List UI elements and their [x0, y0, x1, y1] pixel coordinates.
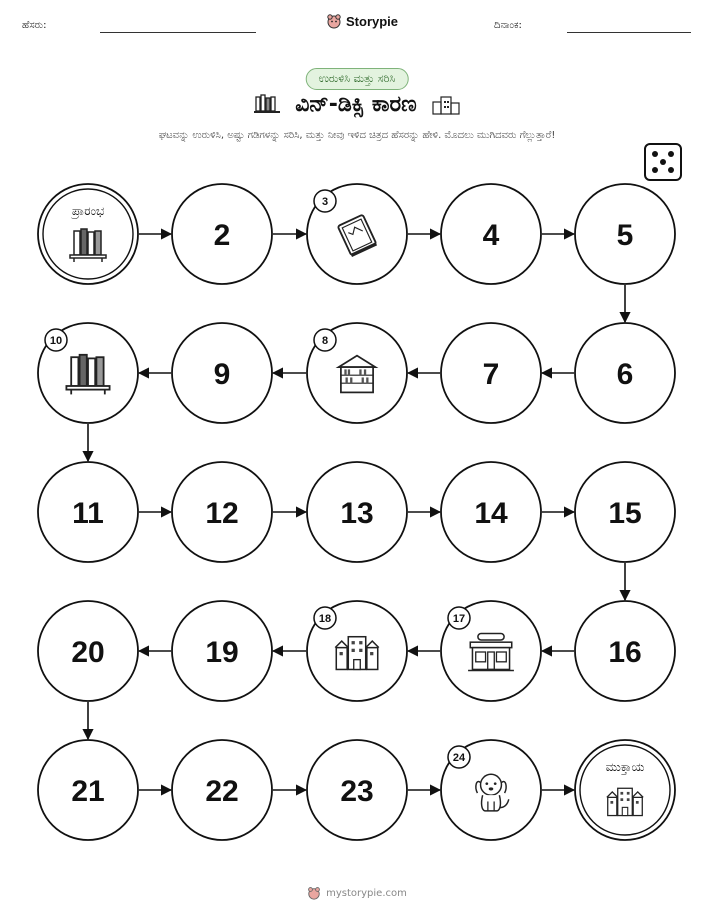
board-space-1[interactable]: [38, 184, 138, 284]
bookshelf-icon: [70, 229, 106, 262]
bookshelf-icon: [66, 355, 109, 395]
board-space-16[interactable]: [575, 601, 675, 701]
board-space-6[interactable]: [575, 323, 675, 423]
space-number: 20: [71, 636, 105, 669]
space-number: 7: [482, 358, 500, 391]
space-number-badge: 8: [321, 335, 329, 347]
game-type-badge: ಉರುಳಿಸಿ ಮತ್ತು ಸರಿಸಿ: [306, 68, 409, 90]
space-number: 22: [205, 775, 239, 808]
board-space-13[interactable]: [307, 462, 407, 562]
name-label: ಹೆಸರು:: [22, 20, 47, 31]
space-number: 5: [616, 219, 634, 252]
space-number-badge: 3: [321, 196, 329, 208]
space-number: 15: [608, 497, 642, 530]
space-number: 19: [205, 636, 239, 669]
board-space-15[interactable]: [575, 462, 675, 562]
instructions: ಘಟವನ್ನು ಉರುಳಿಸಿ, ಅಷ್ಟು ಗಡಿಗಳನ್ನು ಸರಿಸಿ, ಮತ್ತು ನೀವು ಇಳಿದ ಚಿತ್ರದ ಹೆಸರನ್ನು ಹೇಳಿ. ಮೊದಲು ಮುಗಿದವರು ಗೆಲ್ಲುತ್ತಾರೆ!: [158, 130, 556, 141]
space-number: 11: [72, 497, 104, 530]
board-space-5[interactable]: [575, 184, 675, 284]
space-number: 4: [482, 219, 500, 252]
board-space-9[interactable]: [172, 323, 272, 423]
board-space-22[interactable]: [172, 740, 272, 840]
space-number-badge: 24: [452, 752, 466, 764]
town-icon: [335, 637, 379, 670]
board-space-12[interactable]: [172, 462, 272, 562]
board-space-2[interactable]: [172, 184, 272, 284]
board-space-11[interactable]: [38, 462, 138, 562]
board-space-3[interactable]: [307, 184, 407, 284]
board-space-17[interactable]: [441, 601, 541, 701]
space-number: 9: [213, 358, 231, 391]
board-space-10[interactable]: [38, 323, 138, 423]
space-number: 13: [340, 497, 374, 530]
finish-label: ಮುಕ್ತಾಯ: [605, 760, 645, 774]
board-space-7[interactable]: [441, 323, 541, 423]
space-number-badge: 17: [452, 613, 466, 625]
space-number: 6: [616, 358, 634, 391]
space-number: 16: [608, 636, 642, 669]
board-space-25[interactable]: [575, 740, 675, 840]
space-number-badge: 18: [318, 613, 332, 625]
brand-name: Storypie: [346, 13, 399, 29]
title-text: ವಿನ್-ಡಿಕ್ಸಿ ಕಾರಣ: [295, 92, 417, 117]
footer-url[interactable]: mystorypie.com: [326, 887, 407, 899]
space-number-badge: 10: [49, 335, 63, 347]
board-space-21[interactable]: [38, 740, 138, 840]
space-number: 23: [340, 775, 374, 808]
board-space-24[interactable]: [441, 740, 541, 840]
board-space-19[interactable]: [172, 601, 272, 701]
date-label: ದಿನಾಂಕ:: [494, 20, 522, 31]
start-label: ಪ್ರಾರಂಭ: [71, 204, 105, 218]
space-number: 21: [71, 775, 105, 808]
space-number: 14: [474, 497, 508, 530]
board-space-8[interactable]: [307, 323, 407, 423]
storypie-mascot-icon: [307, 886, 321, 900]
board-space-20[interactable]: [38, 601, 138, 701]
footer: [0, 886, 714, 900]
space-number: 12: [205, 497, 239, 530]
space-number: 2: [213, 219, 231, 252]
board-space-14[interactable]: [441, 462, 541, 562]
board-space-18[interactable]: [307, 601, 407, 701]
board-space-4[interactable]: [441, 184, 541, 284]
board-space-23[interactable]: [307, 740, 407, 840]
town-icon: [607, 788, 643, 815]
